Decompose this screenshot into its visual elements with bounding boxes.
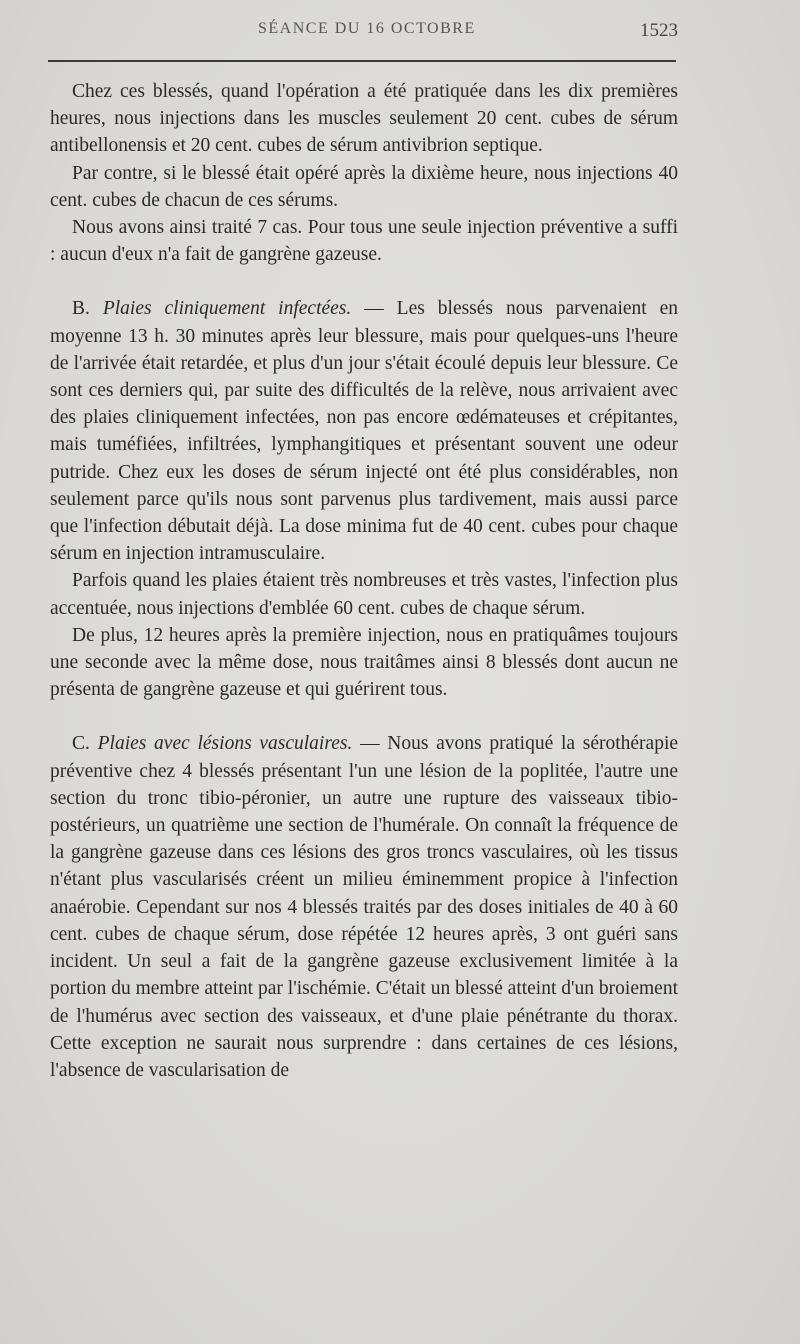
section-c <box>50 730 678 1084</box>
running-header <box>50 20 678 44</box>
paragraph-1: Chez ces blessés, quand l'opération a été pratiquée dans les dix premières heures, nous injections dans les muscles seulement 20 cent. cubes de sérum antibellonensis et 20 cent. cubes de sérum antivibrion septique. <box>50 81 678 157</box>
paragraph-2: Par contre, si le blessé était opéré après la dixième heure, nous injections 40 cent. cubes de chacun de ces sérums. <box>50 162 678 211</box>
section-c-letter: C. <box>72 733 90 755</box>
paragraph-5: De plus, 12 heures après la première injection, nous en pratiquâmes toujours une seconde avec la même dose, nous traitâmes ainsi 8 blessés dont aucun ne présenta de gangrène gazeuse et qui guérirent tous. <box>50 624 678 701</box>
section-b <box>50 295 678 567</box>
header-rule <box>48 60 676 62</box>
section-b-letter: B. <box>72 298 90 320</box>
paragraph-4: Parfois quand les plaies étaient très nombreuses et très vastes, l'infection plus accentuée, nous injections d'emblée 60 cent. cubes de chaque sérum. <box>50 570 678 619</box>
page-number: 1523 <box>640 20 678 41</box>
section-b-text: — Les blessés nous parvenaient en moyenne 13 h. 30 minutes après leur blessure, mais pour quelques-uns l'heure de l'arrivée était retardée, et plus d'un jour s'était écoulé depuis leur blessure. Ce sont ces derniers qui, par suite des difficultés de la relève, nous arrivaient avec des plaies cliniquement infectées, non pas encore œdémateuses et crépitantes, mais tuméfiées, infiltrées, lymphangitiques et présentant souvent une odeur putride. Chez eux les doses de sérum injecté ont été plus considérables, non seulement parce qu'ils nous sont parvenus plus tardivement, mais aussi parce que l'infection débutait déjà. La dose minima fut de 40 cent. cubes pour chaque sérum en injection intramusculaire. <box>50 298 679 565</box>
section-c-text: — Nous avons pratiqué la sérothérapie préventive chez 4 blessés présentant l'un une lésion de la poplitée, l'autre une section du tronc tibio-péronier, un autre une rupture des vaisseaux tibio-postérieurs, un quatrième une section de l'humérale. On connaît la fréquence de la gangrène gazeuse dans ces lésions des gros troncs vasculaires, où les tissus n'étant plus vascularisés créent un milieu éminemment propice à l'infection anaérobie. Cependant sur nos 4 blessés traités par des doses initiales de 40 à 60 cent. cubes de chaque sérum, dose répétée 12 heures après, 3 ont guéri sans incident. Un seul a fait de la gangrène gazeuse exclusivement limitée à la portion du membre atteint par l'ischémie. C'était un blessé atteint d'un broiement de l'humérus avec section des vaisseaux, et d'une plaie pénétrante du thorax. Cette exception ne saurait nous surprendre : dans certaines de ces lésions, l'absence de vascularisation de <box>50 733 679 1081</box>
section-c-title: Plaies avec lésions vasculaires. <box>97 733 353 755</box>
body-text <box>50 78 678 1084</box>
paragraph-3: Nous avons ainsi traité 7 cas. Pour tous une seule injection préventive a suffi : aucun d'eux n'a fait de gangrène gazeuse. <box>50 217 678 266</box>
section-b-title: Plaies cliniquement infectées. <box>102 298 352 320</box>
running-title: SÉANCE DU 16 OCTOBRE <box>258 20 476 37</box>
